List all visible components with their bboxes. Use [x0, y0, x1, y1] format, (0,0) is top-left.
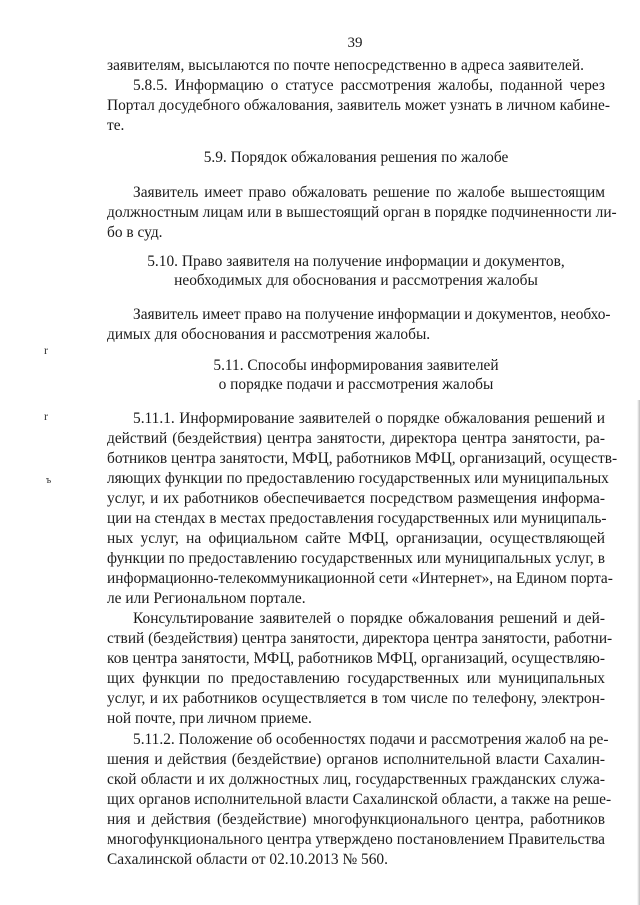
text-line: ции на стендах в местах предоставления государственных или муниципаль- [107, 510, 607, 527]
text-line: Сахалинской области от 02.10.2013 № 560. [107, 851, 388, 868]
text-line: димых для обоснования и рассмотрения жалобы. [107, 326, 431, 343]
margin-mark: r [44, 409, 48, 423]
text-line: информационно-телекоммуникационной сети «Интернет», на Едином порта- [107, 570, 613, 587]
section-heading: необходимых для обоснования и рассмотрения жалобы [174, 272, 538, 289]
text-line: ствий (бездействия) центра занятости, директора центра занятости, работни- [107, 630, 613, 647]
section-heading: 5.10. Право заявителя на получение информации и документов, [147, 253, 565, 270]
text-line: Консультирование заявителей о порядке обжалования решений и дей- [133, 610, 605, 627]
text-line: 5.8.5. Информацию о статусе рассмотрения жалобы, поданной через [133, 77, 605, 94]
text-line: ботников центра занятости, МФЦ, работников МФЦ, организаций, осуществ- [107, 450, 618, 467]
text-line: 5.11.2. Положение об особенностях подачи и рассмотрения жалоб на ре- [133, 731, 609, 748]
text-line: ков центра занятости, МФЦ, работников МФЦ, организаций, осуществляю- [107, 650, 605, 667]
text-line: 5.11.1. Информирование заявителей о порядке обжалования решений и [133, 410, 605, 427]
text-line: Заявитель имеет право обжаловать решение по жалобе вышестоящим [133, 184, 605, 201]
text-line: функции по предоставлению государственных или муниципальных услуг, в [107, 550, 605, 567]
section-heading: 5.11. Способы информирования заявителей [213, 357, 499, 374]
text-line: действий (бездействия) центра занятости, директора центра занятости, ра- [107, 430, 605, 447]
text-line: шения и действия (бездействие) органов исполнительной власти Сахалин- [107, 751, 605, 768]
text-line: ния и действия (бездействие) многофункционального центра, работников [107, 811, 605, 828]
text-line: многофункционального центра утверждено постановлением Правительства [107, 831, 605, 848]
page-number: 39 [347, 35, 363, 51]
text-line: щих органов исполнительной власти Сахалинской области, а также на реше- [107, 791, 612, 808]
text-line: бо в суд. [107, 224, 163, 241]
text-line: ной почте, при личном приеме. [107, 710, 312, 727]
margin-mark: ъ [46, 475, 52, 486]
text-line: щих функции по предоставлению государственных или муниципальных [107, 670, 605, 687]
text-line: Заявитель имеет право на получение информации и документов, необхо- [133, 306, 611, 323]
margin-mark: r [44, 343, 48, 357]
section-heading: о порядке подачи и рассмотрения жалобы [218, 376, 494, 393]
text-line: те. [107, 117, 125, 134]
text-line: должностным лицам или в вышестоящий орган в порядке подчиненности ли- [107, 204, 617, 221]
text-line: ных услуг, на официальном сайте МФЦ, организации, осуществляющей [107, 530, 605, 547]
text-line: ляющих функции по предоставлению государственных или муниципальных [107, 470, 609, 487]
section-heading: 5.9. Порядок обжалования решения по жалобе [203, 149, 509, 166]
text-line: Портал досудебного обжалования, заявитель может узнать в личном кабине- [107, 97, 610, 114]
text-line: ской области и их должностных лиц, государственных гражданских служа- [107, 771, 605, 788]
text-line: услуг, и их работников осуществляется в том числе по телефону, электрон- [107, 690, 605, 707]
text-line: ле или Региональном портале. [107, 590, 306, 607]
text-line: заявителям, высылаются по почте непосредственно в адреса заявителей. [107, 57, 584, 74]
text-line: услуг, и их работников обеспечивается посредством размещения информа- [107, 490, 605, 507]
